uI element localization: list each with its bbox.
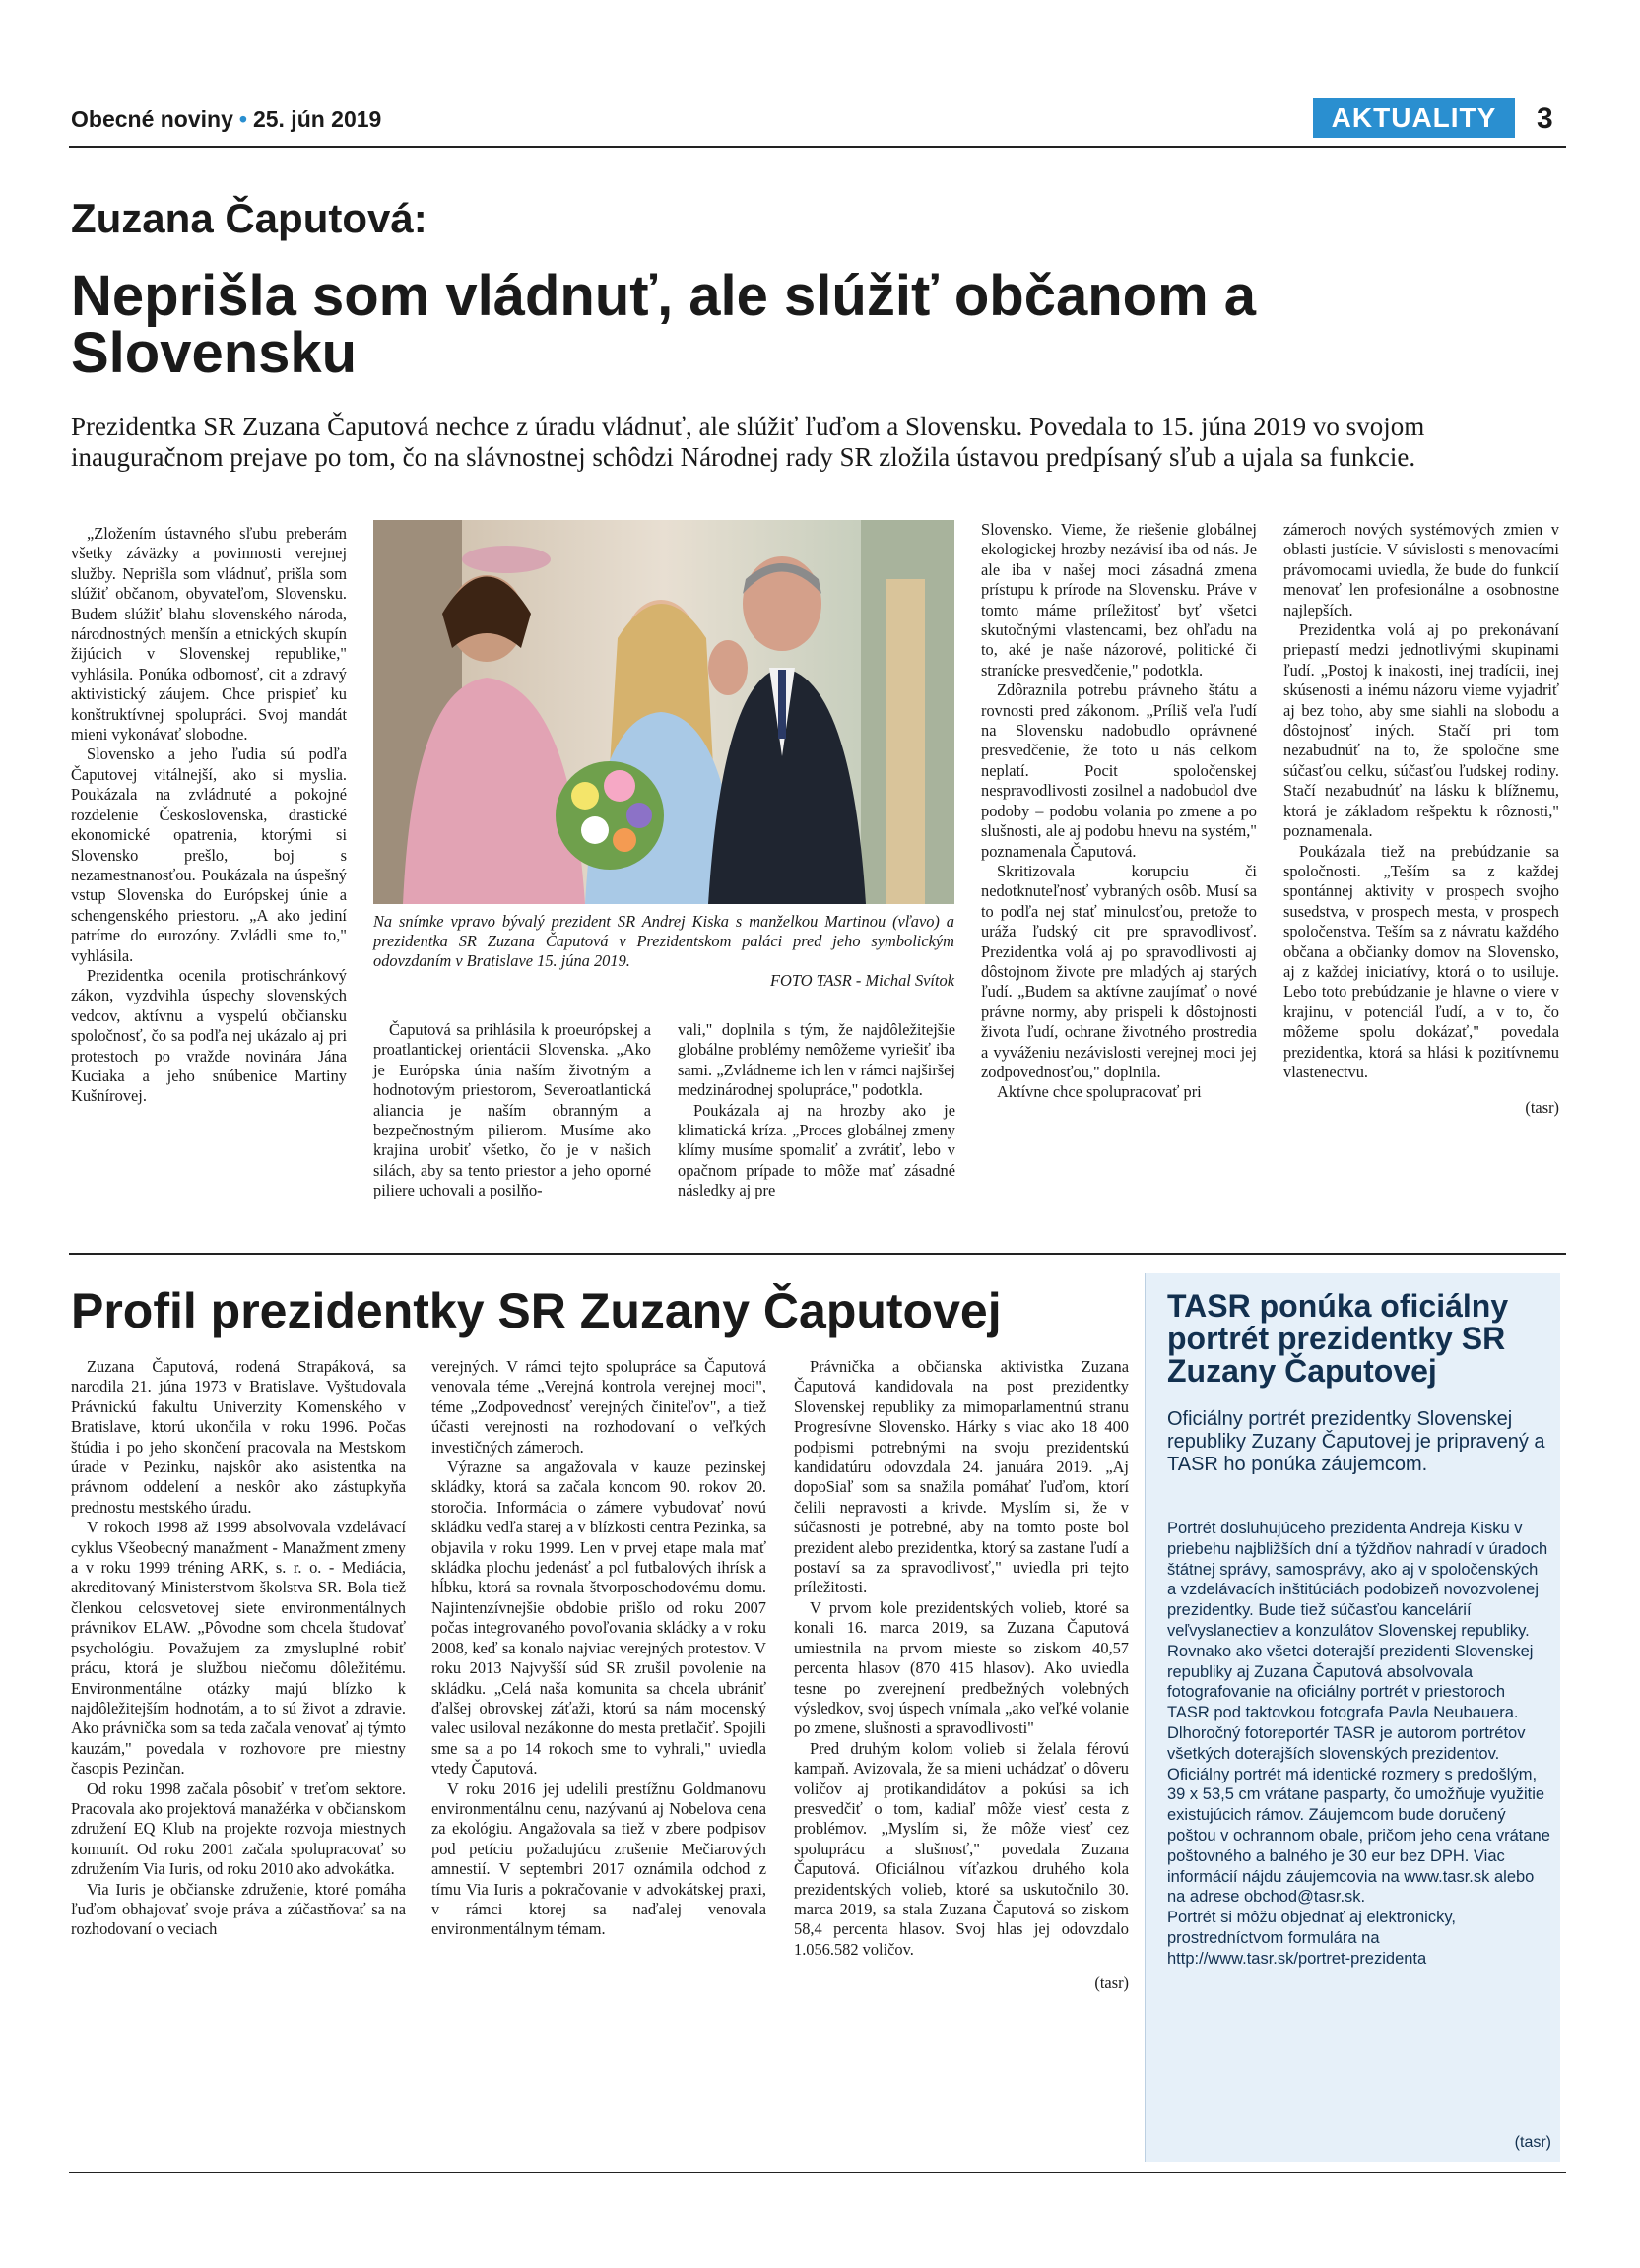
article-column-3-bottom bbox=[678, 1020, 955, 1201]
caption-text: Na snímke vpravo bývalý prezident SR Andrej Kiska s manželkou Martinou (vľavo) a prezidentka SR Zuzana Čaputová v Prezidentskom paláci pred jeho symbolickým odovzdaním v Bratislave 15. júna 2019. bbox=[373, 912, 954, 970]
article-divider bbox=[69, 1253, 1566, 1255]
issue-date: 25. jún 2019 bbox=[252, 106, 382, 132]
photo-credit: FOTO TASR - Michal Svítok bbox=[770, 971, 954, 990]
sidebar-title: TASR ponúka oficiálny portrét prezidentky SR Zuzany Čaputovej bbox=[1167, 1288, 1509, 1389]
header-rule bbox=[69, 146, 1566, 148]
paragraph: Výrazne sa angažovala v kauze pezinskej skládky, ktorá sa začala koncom 90. rokov 20. storočia. Informácia o zámere vybudovať novú skládku vedľa starej a v blízkosti centra Pezinka, sa objavila v roku 1999. Len v prvej etape mala mať skládka plochu jedenásť a pol futbalových ihrísk a hĺbku, ktorá sa rovnala štvorposchodovému domu. Najintenzívnejšie obdobie prišlo od roku 2007 počas integrovaného povoľovania skládky a v roku 2008, keď sa konalo najviac verejných protestov. V roku 2013 Najvyšší súd SR zrušil povolenie na skládku. „Celá naša komunita sa chcela ubrániť ďalšej obrovskej záťaži, ktorú sa nám mocenský valec usiloval nezákonne do mesta pretlačiť. Spojili sme sa a po 14 rokoch sme to vyhrali," uviedla vtedy Čaputová. bbox=[431, 1458, 766, 1779]
article-column-1 bbox=[71, 524, 347, 1107]
paragraph: Právnička a občianska aktivistka Zuzana Čaputová kandidovala na post prezidentky Slovenskej republiky za mimoparlamentnú stranu Progresívne Slovensko. Hárky s viac ako 18 400 podpismi potrebnými na svoju prezidentskú kandidatúru odovzdala 24. januára 2019. „Aj dopoSiaľ som sa snažila pomáhať ľuďom, ktorí čelili nepravosti a krivde. Myslím si, že v súčasnosti je potrebné, aby na tomto poste bol prezident alebo prezidentka, ktorý sa zastane ľudí a postaví sa za spravodlivosť," uviedla pri tejto príležitosti. bbox=[794, 1357, 1129, 1597]
photo-caption bbox=[373, 912, 954, 991]
profile-column-3 bbox=[794, 1357, 1129, 1994]
separator-dot: • bbox=[238, 106, 247, 132]
paragraph: Zuzana Čaputová, rodená Strapáková, sa narodila 21. júna 1973 v Bratislave. Vyštudovala Právnickú fakultu Univerzity Komenského v Bratislave, ktorú ukončila v roku 1996. Počas štúdia i po jeho skončení pracovala na Mestskom úrade v Pezinku, najskôr ako asistentka na právnom oddelení a neskôr ako zástupkyňa prednostu mestského úradu. bbox=[71, 1357, 406, 1517]
paper-name: Obecné noviny bbox=[71, 106, 233, 132]
profile-headline: Profil prezidentky SR Zuzany Čaputovej bbox=[71, 1283, 1002, 1338]
article-column-4 bbox=[981, 520, 1257, 1103]
paragraph: V roku 2016 jej udelili prestížnu Goldmanovu environmentálnu cenu, nazývanú aj Nobelova cena za ekológiu. Angažovala sa tiež v zbere podpisov pod petíciu požadujúcu zrušenie Mečiarových amnestií. V septembri 2017 oznámila odchod z tímu Via Iuris a pokračovanie v advokátskej praxi, v rámci ktorej sa naďalej venovala environmentálnym témam. bbox=[431, 1779, 766, 1939]
paragraph: Od roku 1998 začala pôsobiť v treťom sektore. Pracovala ako projektová manažérka v občianskom združení EQ Klub na projekte rozvoja miestnych komunít. Od roku 2001 začala spolupracovať so združením Via Iuris, od roku 2010 ako advokátka. bbox=[71, 1779, 406, 1879]
paragraph: V prvom kole prezidentských volieb, ktoré sa konali 16. marca 2019, sa Zuzana Čaputová umiestnila na prvom mieste so ziskom 40,57 percenta hlasov (870 415 hlasov). Ako uviedla tesne po zverejnení predbežných volebných výsledkov, svoj úspech vnímala „ako veľké volanie po zmene, slušnosti a spravodlivosti" bbox=[794, 1597, 1129, 1738]
page-number: 3 bbox=[1537, 102, 1553, 135]
paragraph: Skritizovala korupciu či nedotknuteľnosť vybraných osôb. Musí sa to podľa nej stať minulosťou, pretože to uráža ľudský cit pre spravodlivosť. Prezidentka volá aj po spravodlivosti aj dôstojnom živote pre mladých aj starých ľudí. „Budem sa aktívne zaujímať o nové právne normy, aby prispeli k dôstojnosti života ľudí, ochrane životného prostredia a vyváženiu nezávislosti verejnej moci jej zodpovednosťou," doplnila. bbox=[981, 861, 1257, 1081]
masthead bbox=[71, 106, 381, 133]
article-column-5 bbox=[1283, 520, 1559, 1119]
photo-illustration bbox=[373, 520, 954, 904]
paragraph: Slovensko. Vieme, že riešenie globálnej ekologickej hrozby nezávisí iba od nás. Je ale iba v našej moci zásadná zmena prístupu k prírode na Slovensku. Práve v tomto máme príležitosť byť všetci skutočnými vlastencami, bez ohľadu na to, aké je naše názorové, politické či stranícke presvedčenie," podotkla. bbox=[981, 520, 1257, 680]
paragraph: Oficiálny portrét má identické rozmery s predošlým, 39 x 53,5 cm vrátane pasparty, čo umožňuje využitie existujúcich rámov. Záujemcom bude doručený poštou v ochrannom obale, pričom jeho cena vrátane poštovného a balného je 30 eur bez DPH. Viac informácií nájdu záujemcovia na www.tasr.sk alebo na adrese obchod@tasr.sk. bbox=[1167, 1765, 1550, 1907]
profile-signature: (tasr) bbox=[1094, 1974, 1129, 1993]
paragraph: Čaputová sa prihlásila k proeurópskej a proatlantickej orientácii Slovenska. „Ako je Európska únia naším životným a hodnotovým priestorom, Severoatlantická aliancia je naším obranným a bezpečnostným pilierom. Musíme ako krajina urobiť všetko, čo je v našich silách, aby sa tento priestor a jeho oporné piliere uchovali a posilňo- bbox=[373, 1020, 651, 1200]
paragraph: vali," doplnila s tým, že najdôležitejšie globálne problémy nemôžeme vyriešiť iba sami. „Zvládneme ich len v rámci najširšej medzinárodnej spolupráce," podotkla. bbox=[678, 1020, 955, 1100]
paragraph: Slovensko a jeho ľudia sú podľa Čaputovej vitálnejší, ako si myslia. Poukázala na zvládnuté a pokojné rozdelenie Československa, drastické ekonomické opatrenia, ktorými si Slovensko prešlo, boj s nezamestnanosťou. Poukázala na úspešný vstup Slovenska do Európskej únie a schengenského priestoru. „A ako jediní patríme do eurozóny. Zvládli sme to," vyhlásila. bbox=[71, 745, 347, 965]
news-photo bbox=[373, 520, 954, 904]
paragraph: Via Iuris je občianske združenie, ktoré pomáha ľuďom obhajovať svoje práva a zúčastňovať sa na rozhodovaní o veciach bbox=[71, 1879, 406, 1939]
profile-column-1 bbox=[71, 1357, 406, 1940]
paragraph: Poukázala tiež na prebúdzanie sa spoločnosti. „Teším sa z každej spontánnej aktivity v prospech svojho susedstva, v prospech mesta, v prospech spoločenstva. Teším sa z návratu každého občana a občianky domov na Slovensko, aj z každej iniciatívy, ktorá o to usiluje. Lebo toto prebúdzanie je hlavne o viere v krajinu, v potenciál ľudí, a v to, čo môžeme spolu dokázať," povedala prezidentka, ktorá sa hlási k pozitívnemu vlastenectvu. bbox=[1283, 841, 1559, 1081]
sidebar-lead: Oficiálny portrét prezidentky Slovenskej republiky Zuzany Čaputovej je pripravený a TASR ho ponúka záujemcom. bbox=[1167, 1408, 1545, 1475]
paragraph: Poukázala aj na hrozby ako je klimatická kríza. „Proces globálnej zmeny klímy musíme spomaliť a zvrátiť, lebo v opačnom prípade to môže mať zásadné následky aj pre bbox=[678, 1100, 955, 1200]
paragraph: Rovnako ako všetci doterajší prezidenti Slovenskej republiky aj Zuzana Čaputová absolvovala fotografovanie na oficiálny portrét v priestoroch TASR pod taktovkou fotografa Pavla Neubauera. Dlhoročný fotoreportér TASR je autorom portrétov všetkých doterajších slovenských prezidentov. bbox=[1167, 1642, 1534, 1763]
article-signature: (tasr) bbox=[1525, 1098, 1559, 1118]
paragraph: Zdôraznila potrebu právneho štátu a rovnosti pred zákonom. „Príliš veľa ľudí na Slovensku nadobudlo oprávnené presvedčenie, že toto u nás celkom neplatí. Pocit spoločenskej nespravodlivosti zosilnel a nadobudol dve podoby – podobu volania po zmene a po slušnosti, ale aj podobu hnevu na systém," poznamenala Čaputová. bbox=[981, 680, 1257, 861]
section-tag: AKTUALITY bbox=[1313, 98, 1515, 138]
paragraph: Prezidentka volá aj po prekonávaní priepastí medzi jednotlivými skupinami ľudí. „Postoj k inakosti, inej tradícii, inej skúsenosti a inému názoru vieme vyjadriť aj bez toho, aby sme siahli na slobodu a dôstojnosť iných. Stačí pri tom nezabudnúť na to, že spoločne sme súčasťou celku, súčasťou ľudskej rodiny. Stačí nezabudnúť na lásku k blížnemu, ktorá je základom rešpektu k rôznosti," poznamenala. bbox=[1283, 620, 1559, 841]
paragraph: Portrét dosluhujúceho prezidenta Andreja Kisku v priebehu najbližších dní a týždňov nahradí v úradoch štátnej správy, samosprávy, ako aj v spoločenských a vzdelávacích inštitúciách podobizeň novozvolenej prezidentky. Bude tiež súčasťou kancelárií veľvyslanectiev a konzulátov Slovenskej republiky. bbox=[1167, 1520, 1548, 1640]
paragraph: V rokoch 1998 až 1999 absolvovala vzdelávací cyklus Všeobecný manažment - Manažment zmeny a v roku 1999 tréning ARK, s. r. o. - Mediácia, akreditovaný Ministerstvom školstva SR. Bola tiež členkou celosvetovej siete environmentálnych právnikov ELAW. „Pôvodne som chcela študovať psychológiu. Považujem za zmysluplné robiť prácu, ktorá je službou niečomu dôležitému. Environmentálne otázky majú blízko k najdôležitejším hodnotám, a to sú život a zdravie. Ako právnička som sa teda začala venovať aj týmto kauzám," povedala v rozhovore pre miestny časopis Pezinčan. bbox=[71, 1518, 406, 1779]
sidebar-signature: (tasr) bbox=[1514, 2134, 1551, 2151]
paragraph: zámeroch nových systémových zmien v oblasti justície. V súvislosti s menovacími právomocami uviedla, že bude do funkcií menovať len profesionálne a osobnostne najlepších. bbox=[1283, 520, 1559, 619]
article-kicker: Zuzana Čaputová: bbox=[71, 195, 427, 241]
article-headline: Neprišla som vládnuť, ale slúžiť občanom a Slovensku bbox=[71, 264, 1257, 385]
profile-column-2 bbox=[431, 1357, 766, 1940]
paragraph: Portrét si môžu objednať aj elektronicky, prostredníctvom formulára na http://www.tasr.sk/portret-prezidenta bbox=[1167, 1909, 1456, 1968]
paragraph: „Zložením ústavného sľubu preberám všetky záväzky a povinnosti verejnej služby. Neprišla som vládnuť, prišla som slúžiť občanom, obyvateľom, Slovensku. Budem slúžiť blahu slovenského národa, národnostných menšín a etnických skupín žijúcich v Slovenskej republike," vyhlásila. Ponúka odbornosť, cit a zdravý aktivistický záujem. Chce prispieť ku konštruktívnej spolupráci. Svoj mandát mieni vykonávať slobodne. bbox=[71, 524, 347, 745]
footer-rule bbox=[69, 2172, 1566, 2173]
paragraph: Prezidentka ocenila protischránkový zákon, vyzdvihla úspechy slovenských vedcov, aktívnu a vyspelú občiansku spoločnosť, čo sa podľa nej ukázalo aj pri protestoch po vražde novinára Jána Kuciaka a jeho snúbenice Martiny Kušnírovej. bbox=[71, 965, 347, 1106]
paragraph: Pred druhým kolom volieb si želala férovú kampaň. Avizovala, že sa mieni uchádzať o dôveru voličov aj protikandidátov a pokúsi sa ich presvedčiť o tom, kadiaľ môže viesť cesta z problémov. „Myslím si, že môže viesť cez spoluprácu a slušnosť," povedala Zuzana Čaputová. Oficiálnou víťazkou druhého kola prezidentských volieb, ktoré sa uskutočnilo 30. marca 2019, sa stala Zuzana Čaputová so ziskom 58,4 percenta hlasov. Svoj hlas jej odovzdalo 1.056.582 voličov. bbox=[794, 1738, 1129, 1959]
article-column-2 bbox=[373, 1020, 651, 1201]
sidebar-body bbox=[1167, 1519, 1551, 1970]
paragraph: verejných. V rámci tejto spolupráce sa Čaputová venovala téme „Verejná kontrola verejnej moci", téme „Zodpovednosť verejných činiteľov", a tiež účasti verejnosti na rozhodovaní o veľkých investičných zámeroch. bbox=[431, 1357, 766, 1457]
paragraph: Aktívne chce spolupracovať pri bbox=[997, 1082, 1202, 1102]
article-lead: Prezidentka SR Zuzana Čaputová nechce z úradu vládnuť, ale slúžiť ľuďom a Slovensku. Povedala to 15. júna 2019 vo svojom inauguračnom prejave po tom, čo na slávnostnej schôdzi Národnej rady SR zložila ústavou predpísaný sľub a ujala sa funkcie. bbox=[71, 412, 1425, 472]
